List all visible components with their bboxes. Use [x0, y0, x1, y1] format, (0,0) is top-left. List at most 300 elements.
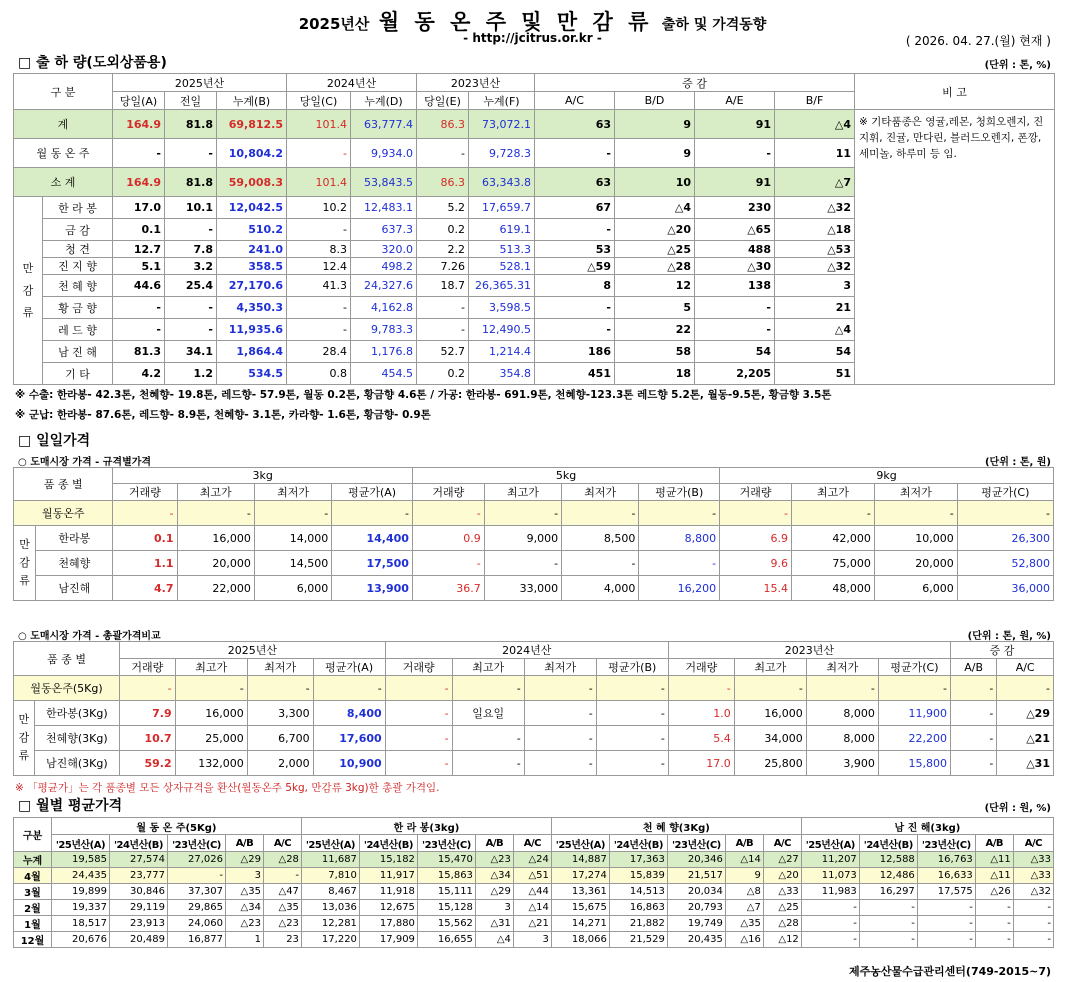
- table-cell: △25: [615, 241, 695, 258]
- row-label: 천 혜 향: [43, 275, 113, 297]
- table-cell: △28: [263, 852, 301, 868]
- table-cell: 23: [263, 932, 301, 948]
- spec-price-unit: (단위 : 톤, 원): [984, 457, 1051, 468]
- table-cell: 3: [475, 900, 513, 916]
- table-cell: 12,675: [359, 900, 417, 916]
- table-cell: 11,983: [801, 884, 859, 900]
- row-label: 누계: [14, 852, 52, 868]
- table-cell: 29,119: [109, 900, 167, 916]
- table-cell: -: [412, 551, 484, 576]
- monthly-price-title: □ 월별 평균가격: [18, 798, 123, 814]
- table-cell: 63: [535, 168, 615, 197]
- table-cell: 10.1: [165, 197, 217, 219]
- h-year-2023: 2023년산: [668, 642, 950, 659]
- table-cell: △16: [725, 932, 763, 948]
- h-year-2024: 2024년산: [385, 642, 668, 659]
- h-size-3kg: 3kg: [113, 468, 412, 484]
- sub-header: A/C: [763, 835, 801, 852]
- table-cell: △4: [475, 932, 513, 948]
- table-cell: 16,655: [417, 932, 475, 948]
- table-cell: -: [287, 219, 351, 241]
- table-cell: 13,036: [301, 900, 359, 916]
- table-row: [14, 932, 1054, 948]
- sub-header: 최저가: [247, 659, 313, 676]
- sub-header: 최고가: [484, 484, 561, 501]
- table-cell: -: [524, 676, 596, 701]
- table-cell: 14,887: [551, 852, 609, 868]
- table-cell: -: [484, 551, 561, 576]
- table-row: [14, 501, 1054, 526]
- sub-header: '24년산(B): [609, 835, 667, 852]
- sub-header: A/C: [535, 92, 615, 110]
- h-kind-2: 품 종 별: [14, 642, 120, 676]
- table-cell: △35: [263, 900, 301, 916]
- group-label: 만 감 류: [14, 526, 36, 601]
- table-cell: -: [695, 319, 775, 341]
- table-cell: 81.8: [165, 168, 217, 197]
- table-cell: 0.9: [412, 526, 484, 551]
- table-cell: △20: [763, 868, 801, 884]
- table-cell: 41.3: [287, 275, 351, 297]
- table-cell: 52,800: [957, 551, 1053, 576]
- row-label: 12월: [14, 932, 52, 948]
- table-cell: 26,365.31: [469, 275, 535, 297]
- table-cell: -: [535, 319, 615, 341]
- table-cell: 164.9: [113, 168, 165, 197]
- table-row: [14, 701, 1054, 726]
- table-cell: -: [417, 139, 469, 168]
- table-cell: 8,000: [806, 701, 878, 726]
- row-label: 황 금 향: [43, 297, 113, 319]
- table-cell: 358.5: [217, 258, 287, 275]
- table-cell: 20,034: [667, 884, 725, 900]
- table-cell: 10: [615, 168, 695, 197]
- table-cell: 3,598.5: [469, 297, 535, 319]
- table-cell: -: [247, 676, 313, 701]
- table-cell: -: [535, 297, 615, 319]
- table-cell: △26: [975, 884, 1013, 900]
- table-cell: 320.0: [351, 241, 417, 258]
- table-cell: 9,000: [484, 526, 561, 551]
- sub-header: A/C: [1013, 835, 1053, 852]
- table-cell: 27,026: [167, 852, 225, 868]
- table-cell: 3: [775, 275, 855, 297]
- sub-header: 누계(B): [217, 92, 287, 110]
- shipment-section-title: □ 출 하 량(도외상품용): [18, 55, 167, 71]
- table-cell: 63,777.4: [351, 110, 417, 139]
- h-group-hallabong: 한 라 봉(3kg): [301, 818, 551, 835]
- row-label: 월동온주: [14, 501, 113, 526]
- row-label: 금 감: [43, 219, 113, 241]
- table-cell: △32: [775, 197, 855, 219]
- row-label: 4월: [14, 868, 52, 884]
- table-cell: △14: [513, 900, 551, 916]
- table-row: [14, 551, 1054, 576]
- table-cell: -: [975, 916, 1013, 932]
- sub-header: A/B: [225, 835, 263, 852]
- table-cell: 23,777: [109, 868, 167, 884]
- table-cell: 18,517: [51, 916, 109, 932]
- table-cell: -: [734, 676, 806, 701]
- table-cell: △47: [263, 884, 301, 900]
- table-cell: △34: [475, 868, 513, 884]
- sub-header: '25년산(A): [51, 835, 109, 852]
- sub-header: 평균가(B): [596, 659, 668, 676]
- row-label: 월 동 온 주: [14, 139, 113, 168]
- table-cell: 34,000: [734, 726, 806, 751]
- table-cell: 8,000: [806, 726, 878, 751]
- h-remark: 비 고: [855, 74, 1055, 110]
- sub-header: 최저가: [524, 659, 596, 676]
- table-cell: 19,585: [51, 852, 109, 868]
- table-cell: 16,763: [917, 852, 975, 868]
- table-cell: 0.1: [113, 219, 165, 241]
- table-cell: 12,483.1: [351, 197, 417, 219]
- export-note: ※ 수출: 한라봉- 42.3톤, 천혜향- 19.8톤, 레드향- 57.9톤, 월동 0.2톤, 황금향 4.6톤 / 가공: 한라봉- 691.9톤, 천혜향-123.3톤 레드향 5.2톤, 월동-9.5톤, 황금향 3.5톤: [15, 389, 832, 401]
- table-cell: 16,200: [639, 576, 720, 601]
- row-label: 천혜향: [36, 551, 113, 576]
- table-cell: 일요일: [452, 701, 524, 726]
- table-cell: -: [535, 219, 615, 241]
- table-cell: △4: [615, 197, 695, 219]
- sub-header: 거래량: [120, 659, 176, 676]
- table-cell: △21: [513, 916, 551, 932]
- table-cell: 16,633: [917, 868, 975, 884]
- table-cell: -: [639, 551, 720, 576]
- table-cell: -: [917, 916, 975, 932]
- table-cell: 534.5: [217, 363, 287, 385]
- table-cell: 17,659.7: [469, 197, 535, 219]
- table-cell: 12,490.5: [469, 319, 535, 341]
- table-cell: 53,843.5: [351, 168, 417, 197]
- table-cell: 52.7: [417, 341, 469, 363]
- table-cell: 1,214.4: [469, 341, 535, 363]
- remark-cell: ※ 기타품종은 영귤,레몬, 청희오렌지, 진지휘, 진귤, 만다린, 블러드오렌지, 폰깡,세미놀, 하루미 등 임.: [855, 110, 1055, 385]
- table-cell: △27: [763, 852, 801, 868]
- table-cell: -: [175, 676, 247, 701]
- table-cell: -: [524, 726, 596, 751]
- h-2024: 2024년산: [287, 74, 417, 92]
- table-cell: 20,000: [177, 551, 254, 576]
- total-price-subtitle: ○ 도매시장 가격 - 총괄가격비교: [18, 631, 161, 642]
- table-cell: 16,000: [177, 526, 254, 551]
- table-cell: 18.7: [417, 275, 469, 297]
- table-cell: -: [385, 676, 452, 701]
- table-cell: -: [524, 751, 596, 776]
- shipment-table: [13, 73, 1055, 385]
- sub-header: 당일(A): [113, 92, 165, 110]
- h-group-wol: 월 동 온 주(5Kg): [51, 818, 301, 835]
- table-cell: 20,000: [874, 551, 957, 576]
- h-2023: 2023년산: [417, 74, 535, 92]
- table-cell: 12,588: [859, 852, 917, 868]
- table-cell: △4: [775, 110, 855, 139]
- table-cell: 21,529: [609, 932, 667, 948]
- table-cell: 9,783.3: [351, 319, 417, 341]
- table-cell: 37,307: [167, 884, 225, 900]
- table-cell: 86.3: [417, 110, 469, 139]
- sub-header: '23년산(C): [917, 835, 975, 852]
- table-cell: 4,000: [562, 576, 639, 601]
- table-cell: 11,207: [801, 852, 859, 868]
- table-cell: 186: [535, 341, 615, 363]
- table-cell: -: [263, 868, 301, 884]
- h-change-2: 증 감: [950, 642, 1053, 659]
- table-cell: 9,934.0: [351, 139, 417, 168]
- sub-header: 평균가(C): [878, 659, 950, 676]
- h-size-9kg: 9kg: [720, 468, 1054, 484]
- table-cell: 101.4: [287, 168, 351, 197]
- row-label: 2월: [14, 900, 52, 916]
- table-cell: -: [1013, 916, 1053, 932]
- spec-price-subtitle: ○ 도매시장 가격 - 규격별가격: [18, 457, 152, 468]
- table-cell: △20: [615, 219, 695, 241]
- table-cell: -: [535, 139, 615, 168]
- site-url[interactable]: - http://jcitrus.or.kr -: [463, 31, 602, 45]
- sub-header: '24년산(B): [859, 835, 917, 852]
- table-cell: 9,728.3: [469, 139, 535, 168]
- table-cell: △33: [763, 884, 801, 900]
- table-cell: 2,205: [695, 363, 775, 385]
- table-cell: 7.9: [120, 701, 176, 726]
- sub-header: B/F: [775, 92, 855, 110]
- table-cell: 3.2: [165, 258, 217, 275]
- table-cell: 11,918: [359, 884, 417, 900]
- sub-header: 최저가: [874, 484, 957, 501]
- table-cell: -: [165, 297, 217, 319]
- table-cell: -: [385, 701, 452, 726]
- table-cell: 230: [695, 197, 775, 219]
- table-cell: -: [484, 501, 561, 526]
- table-cell: -: [878, 676, 950, 701]
- sub-header: '23년산(C): [417, 835, 475, 852]
- table-cell: 14,400: [332, 526, 413, 551]
- table-cell: -: [596, 751, 668, 776]
- table-cell: 86.3: [417, 168, 469, 197]
- table-cell: 132,000: [175, 751, 247, 776]
- table-cell: 4,350.3: [217, 297, 287, 319]
- table-cell: 8: [535, 275, 615, 297]
- table-cell: 91: [695, 110, 775, 139]
- h-size-5kg: 5kg: [412, 468, 719, 484]
- table-cell: △11: [975, 852, 1013, 868]
- row-label: 월동온주(5Kg): [14, 676, 120, 701]
- table-cell: -: [695, 139, 775, 168]
- sub-header: 최고가: [734, 659, 806, 676]
- table-cell: 17,274: [551, 868, 609, 884]
- table-cell: 91: [695, 168, 775, 197]
- h-gubun: 구 분: [14, 74, 113, 110]
- table-cell: 17.0: [668, 751, 734, 776]
- table-cell: 454.5: [351, 363, 417, 385]
- table-cell: 24,327.6: [351, 275, 417, 297]
- title-sub: 출하 및 가격동향: [661, 17, 767, 33]
- table-cell: △65: [695, 219, 775, 241]
- table-cell: 16,297: [859, 884, 917, 900]
- table-cell: 1,864.4: [217, 341, 287, 363]
- table-cell: -: [917, 900, 975, 916]
- table-cell: 42,000: [791, 526, 874, 551]
- table-cell: 10.2: [287, 197, 351, 219]
- table-cell: 101.4: [287, 110, 351, 139]
- table-cell: -: [385, 726, 452, 751]
- table-cell: 3: [225, 868, 263, 884]
- table-cell: 5.1: [113, 258, 165, 275]
- table-cell: 15,839: [609, 868, 667, 884]
- table-cell: 16,000: [175, 701, 247, 726]
- table-cell: 14,513: [609, 884, 667, 900]
- table-cell: -: [113, 501, 177, 526]
- sub-header: 누계(F): [469, 92, 535, 110]
- table-cell: △21: [997, 726, 1054, 751]
- table-cell: -: [417, 319, 469, 341]
- daily-price-title: □ 일일가격: [18, 433, 91, 449]
- table-cell: -: [524, 701, 596, 726]
- table-cell: 16,877: [167, 932, 225, 948]
- sub-header: 거래량: [668, 659, 734, 676]
- table-cell: 15,470: [417, 852, 475, 868]
- table-row: [14, 900, 1054, 916]
- table-cell: 44.6: [113, 275, 165, 297]
- table-row: [14, 751, 1054, 776]
- table-cell: 528.1: [469, 258, 535, 275]
- h-kind: 품 종 별: [14, 468, 113, 501]
- table-cell: △12: [763, 932, 801, 948]
- row-label: 소 계: [14, 168, 113, 197]
- sub-header: 평균가(B): [639, 484, 720, 501]
- table-cell: -: [950, 751, 996, 776]
- table-cell: △23: [263, 916, 301, 932]
- h-change: 증 감: [535, 74, 855, 92]
- table-cell: 4,162.8: [351, 297, 417, 319]
- table-cell: 3,900: [806, 751, 878, 776]
- table-cell: 1,176.8: [351, 341, 417, 363]
- table-cell: △23: [225, 916, 263, 932]
- table-cell: 6,000: [874, 576, 957, 601]
- table-cell: 28.4: [287, 341, 351, 363]
- table-cell: 17,575: [917, 884, 975, 900]
- table-row: [14, 868, 1054, 884]
- table-cell: -: [452, 751, 524, 776]
- table-cell: 16,863: [609, 900, 667, 916]
- table-cell: 1: [225, 932, 263, 948]
- table-cell: 138: [695, 275, 775, 297]
- table-row: [14, 884, 1054, 900]
- table-cell: 2.2: [417, 241, 469, 258]
- sub-header: '25년산(A): [801, 835, 859, 852]
- table-cell: △18: [775, 219, 855, 241]
- table-cell: 9: [725, 868, 763, 884]
- table-cell: 19,749: [667, 916, 725, 932]
- table-cell: 0.8: [287, 363, 351, 385]
- table-cell: 11,917: [359, 868, 417, 884]
- table-cell: △24: [513, 852, 551, 868]
- table-cell: 36,000: [957, 576, 1053, 601]
- sub-header: A/B: [975, 835, 1013, 852]
- table-cell: 25,800: [734, 751, 806, 776]
- table-cell: -: [113, 139, 165, 168]
- table-cell: 8,500: [562, 526, 639, 551]
- avg-price-note: ※ 「평균가」는 각 품종별 모든 상자규격을 환산(월동온주 5kg, 만감류 3kg)한 총괄 가격임.: [15, 782, 440, 794]
- table-cell: 24,060: [167, 916, 225, 932]
- table-cell: 164.9: [113, 110, 165, 139]
- table-cell: 33,000: [484, 576, 561, 601]
- h-group-cheonhyehyang: 천 혜 향(3Kg): [551, 818, 801, 835]
- table-cell: 20,346: [667, 852, 725, 868]
- sub-header: 최고가: [791, 484, 874, 501]
- sub-header: 최저가: [562, 484, 639, 501]
- table-cell: 9: [615, 139, 695, 168]
- sub-header: A/B: [950, 659, 996, 676]
- table-cell: 15.4: [720, 576, 792, 601]
- table-cell: 58: [615, 341, 695, 363]
- table-cell: △30: [695, 258, 775, 275]
- table-cell: △33: [1013, 868, 1053, 884]
- as-of-date: ( 2026. 04. 27.(월) 현재 ): [905, 34, 1051, 48]
- table-cell: 81.8: [165, 110, 217, 139]
- sub-header: 최고가: [175, 659, 247, 676]
- table-cell: -: [254, 501, 331, 526]
- table-cell: 81.3: [113, 341, 165, 363]
- table-cell: 21: [775, 297, 855, 319]
- table-cell: 451: [535, 363, 615, 385]
- table-cell: 20,676: [51, 932, 109, 948]
- table-cell: 20,793: [667, 900, 725, 916]
- group-label: 만 감 류: [14, 197, 43, 385]
- table-cell: △7: [775, 168, 855, 197]
- row-label: 한라봉(3Kg): [34, 701, 119, 726]
- sub-header: 당일(E): [417, 92, 469, 110]
- table-row: [14, 110, 1055, 139]
- row-label: 천혜향(3Kg): [34, 726, 119, 751]
- table-cell: 12.4: [287, 258, 351, 275]
- table-cell: 2,000: [247, 751, 313, 776]
- table-cell: -: [859, 916, 917, 932]
- h-group-namjinhae: 남 진 해(3kg): [801, 818, 1053, 835]
- table-cell: 12.7: [113, 241, 165, 258]
- sub-header: A/C: [997, 659, 1054, 676]
- table-cell: -: [801, 900, 859, 916]
- table-cell: △32: [775, 258, 855, 275]
- table-cell: -: [950, 726, 996, 751]
- table-cell: 14,000: [254, 526, 331, 551]
- table-cell: △31: [475, 916, 513, 932]
- table-cell: △35: [225, 884, 263, 900]
- title-year: 2025년산: [298, 15, 370, 33]
- table-cell: 22,000: [177, 576, 254, 601]
- table-cell: 1.0: [668, 701, 734, 726]
- sub-header: '23년산(C): [167, 835, 225, 852]
- sub-header: 최저가: [806, 659, 878, 676]
- table-cell: 20,435: [667, 932, 725, 948]
- table-cell: △33: [1013, 852, 1053, 868]
- table-row: [14, 576, 1054, 601]
- table-cell: 19,899: [51, 884, 109, 900]
- table-cell: -: [957, 501, 1053, 526]
- table-cell: 0.1: [113, 526, 177, 551]
- table-cell: -: [385, 751, 452, 776]
- table-cell: △32: [1013, 884, 1053, 900]
- sub-header: A/C: [263, 835, 301, 852]
- table-cell: 354.8: [469, 363, 535, 385]
- table-cell: -: [165, 219, 217, 241]
- table-cell: 6.9: [720, 526, 792, 551]
- table-cell: 13,361: [551, 884, 609, 900]
- row-label: 남 진 해: [43, 341, 113, 363]
- title-main: 월 동 온 주 및 만 감 류: [378, 10, 653, 34]
- table-cell: △35: [725, 916, 763, 932]
- table-cell: 22,200: [878, 726, 950, 751]
